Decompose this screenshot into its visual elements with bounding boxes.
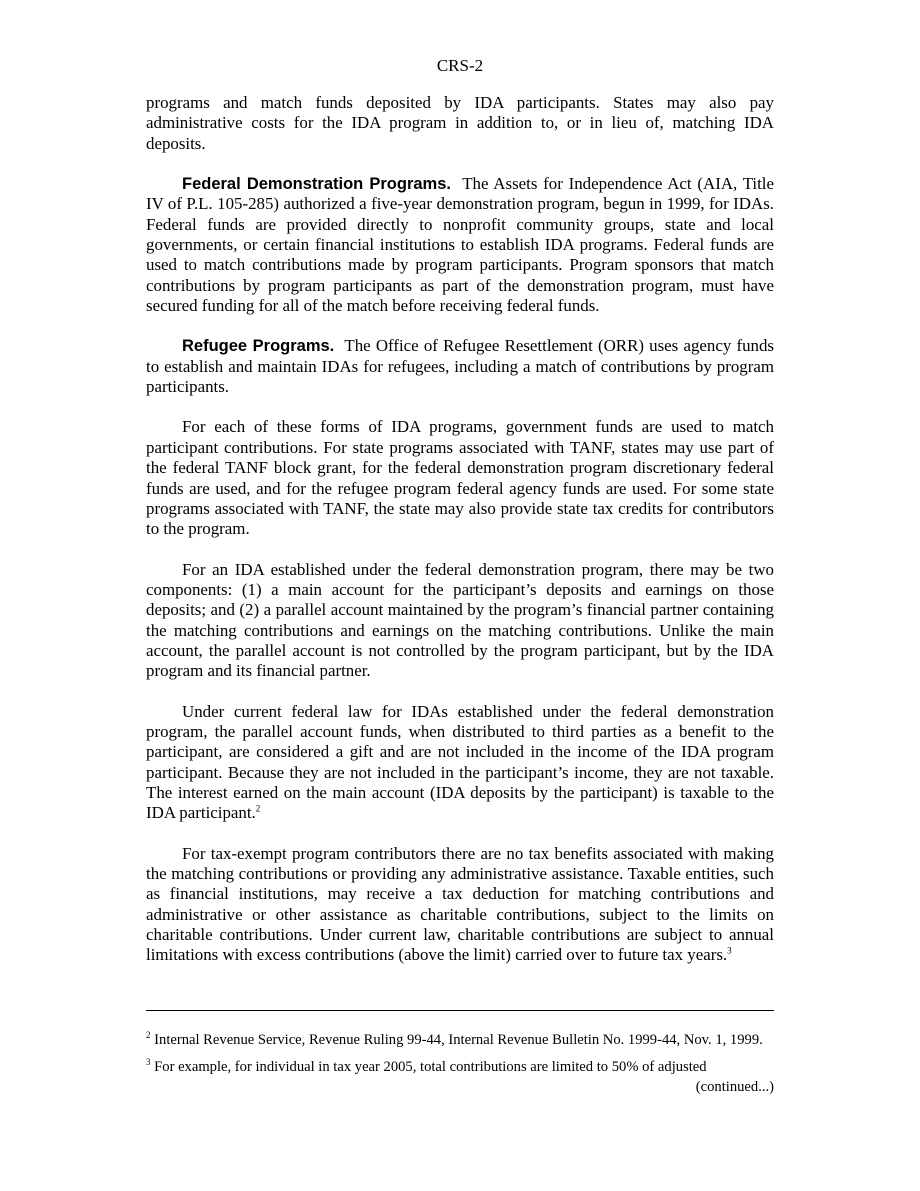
footnote-2 [146,1030,774,1050]
paragraph-refugee-programs [146,336,774,397]
paragraph-tax-exempt [146,844,774,966]
paragraph-government-funds: For each of these forms of IDA programs, government funds are used to match participant contributions. For state programs associated with TANF, states may use part of the federal TANF block grant, for the federal demonstration program discretionary federal funds are used, and for the refugee program federal agency funds are used. For some state programs associated with TANF, the state may also provide state tax credits for contributors to the program. [146,417,774,539]
heading-federal-demonstration: Federal Demonstration Programs. [182,175,451,194]
page-header [0,55,920,77]
paragraph-text: Under current federal law for IDAs established under the federal demonstration program, the parallel account funds, when distributed to third parties as a benefit to the participant, are considered a gift and are not included in the income of the IDA program participant. Because they are not included in the participant’s income, they are not taxable. The interest earned on the main account (IDA deposits by the participant) is taxable to the IDA participant. [146,701,774,823]
footnotes [146,1030,774,1097]
paragraph-federal-demonstration [146,174,774,316]
footnote-number: 3 [146,1057,151,1068]
footnote-number: 2 [146,1030,151,1041]
footnote-divider [146,1010,774,1011]
paragraph-text: The Office of Refugee Resettlement (ORR) uses agency funds to establish and maintain IDAs for refugees, including a match of contributions by program participants. [146,336,775,397]
heading-refugee-programs: Refugee Programs. [182,337,335,356]
document-body [146,93,774,986]
paragraph-demonstration-components: For an IDA established under the federal demonstration program, there may be two components: (1) a main account for the participant’s deposits and earnings on those deposits; and (2) a parallel account maintained by the program’s financial partner containing the matching contributions and earnings on the matching contributions. Unlike the main account, the parallel account is not controlled by the program participant, but by the IDA program and its financial partner. [146,559,774,681]
paragraph-current-law [146,702,774,824]
paragraph-continuation: programs and match funds deposited by IDA participants. States may also pay administrative costs for the IDA program in addition to, or in lieu of, matching IDA deposits. [146,93,774,153]
footnote-text: For example, for individual in tax year 2005, total contributions are limited to 50% of adjusted [154,1059,707,1075]
page-number: CRS-2 [436,56,484,75]
paragraph-text: For tax-exempt program contributors there are no tax benefits associated with making the matching contributions or providing any administrative assistance. Taxable entities, such as financial institutions, may receive a tax deduction for matching contributions and administrative or other assistance as charitable contributions, subject to the limits on charitable contributions. Under current law, charitable contributions are subject to annual limitations with excess contributions (above the limit) carried over to future tax years. [146,843,774,965]
footnote-3 [146,1057,774,1077]
footnote-text: Internal Revenue Service, Revenue Ruling 99-44, Internal Revenue Bulletin No. 1999-44, Nov. 1, 1999. [154,1032,763,1048]
footnote-ref-2[interactable]: 2 [255,803,261,814]
footnote-ref-3[interactable]: 3 [727,945,732,956]
paragraph-text: The Assets for Independence Act (AIA, Title IV of P.L. 105-285) authorized a five-year demonstration program, begun in 1999, for IDAs. Federal funds are provided directly to nonprofit community groups, state and local governments, or certain financial institutions to establish IDA programs. Federal funds are used to match contributions made by program participants. Program sponsors that match contributions by program participants as part of the demonstration program, must have secured funding for all of the match before receiving federal funds. [146,174,774,316]
continued-marker: (continued...) [695,1079,774,1095]
